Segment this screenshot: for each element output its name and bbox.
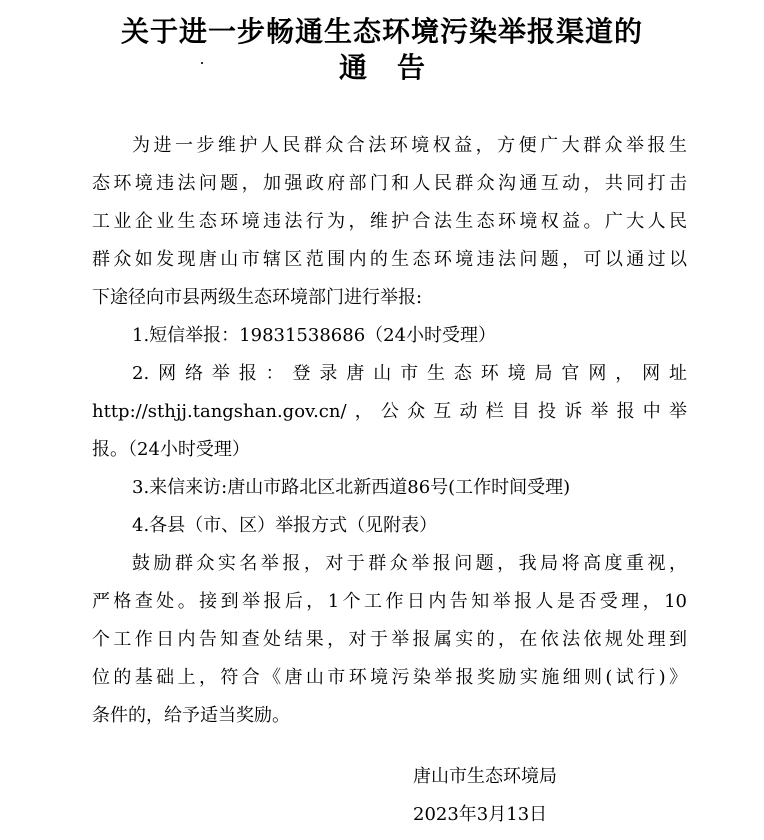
signature-org: 唐山市生态环境局 <box>413 766 557 787</box>
text-line: 为进一步维护人民群众合法环境权益，方便广大群众举报生 <box>132 135 687 156</box>
text-line: 鼓励群众实名举报，对于群众举报问题，我局将高度重视， <box>132 553 687 574</box>
item-letter: 3.来信来访:唐山市路北区北新西道86号(工作时间受理) <box>132 477 571 498</box>
item-web-end <box>92 431 687 469</box>
text-line: http://sthjj.tangshan.gov.cn/，公众互动栏目投诉举报中举 <box>92 401 687 422</box>
stray-dot <box>201 62 203 64</box>
item-county: 4.各县（市、区）举报方式（见附表） <box>132 515 438 536</box>
closing-last-line <box>92 697 687 735</box>
text-line: 位的基础上，符合《唐山市环境污染举报奖励实施细则(试行)》 <box>92 667 687 688</box>
item-sms: 1.短信举报：19831538686（24小时受理） <box>132 325 497 346</box>
intro-last-line <box>92 279 687 317</box>
text-line: 群众如发现唐山市辖区范围内的生态环境违法问题，可以通过以 <box>92 249 687 270</box>
notice-body <box>92 127 687 735</box>
notice-title-line2: 通告 <box>338 51 455 84</box>
item-web <box>92 355 687 431</box>
text-line: 下途径向市县两级生态环境部门进行举报: <box>92 287 423 308</box>
text-line: 个工作日内告知查处结果，对于举报属实的，在依法依规处理到 <box>92 629 687 650</box>
text-line: 态环境违法问题，加强政府部门和人民群众沟通互动，共同打击 <box>92 173 687 194</box>
notice-title-line1: 关于进一步畅通生态环境污染举报渠道的 <box>120 15 643 48</box>
text-line: 报。（24小时受理） <box>92 439 250 460</box>
closing-paragraph <box>92 545 687 697</box>
signature-date: 2023年3月13日 <box>413 804 548 825</box>
intro-paragraph <box>92 127 687 279</box>
text-line: 条件的，给予适当奖励。 <box>92 705 290 726</box>
text-line: 2.网络举报：登录唐山市生态环境局官网，网址 <box>132 363 687 384</box>
text-line: 严格查处。接到举报后，1个工作日内告知举报人是否受理，10 <box>92 591 687 612</box>
text-line: 工业企业生态环境违法行为，维护合法生态环境权益。广大人民 <box>92 211 687 232</box>
